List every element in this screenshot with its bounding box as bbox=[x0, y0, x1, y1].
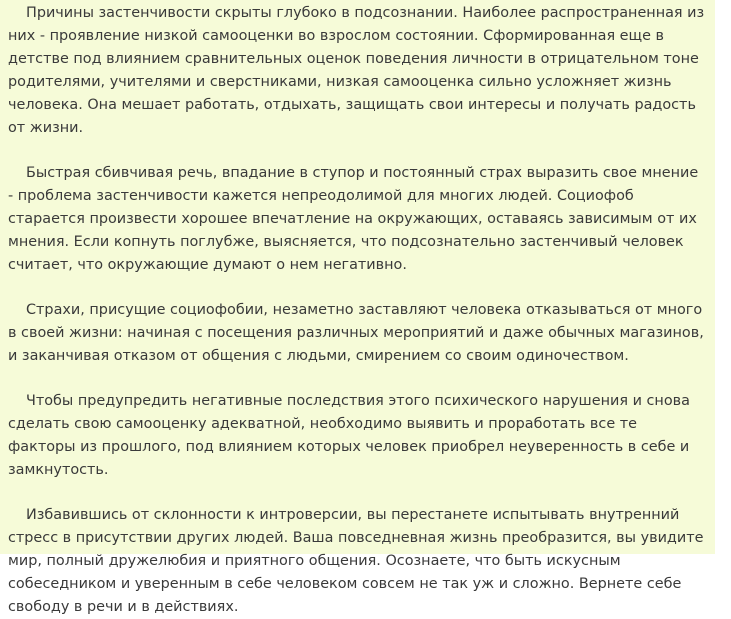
paragraph-2: Быстрая сбивчивая речь, впадание в ступор и постоянный страх выразить свое мнение - проблема застенчивости кажется непреодолимой для многих людей. Социофоб старается произвести хорошее впечатление на окружающих, оставаясь зависимым от их мнения. Если копнуть поглубже, выясняется, что подсознательно застенчивый человек считает, что окружающие думают о нем негативно. bbox=[8, 165, 699, 273]
paragraph-3: Страхи, присущие социофобии, незаметно заставляют человека отказываться от много в своей жизни: начиная с посещения различных мероприятий и даже обычных магазинов, и заканчивая отказом от общения с людьми, смирением со своим одиночеством. bbox=[8, 302, 704, 364]
paragraph-1: Причины застенчивости скрыты глубоко в подсознании. Наиболее распространенная из них - проявление низкой самооценки во взрослом состоянии. Сформированная еще в детстве под влиянием сравнительных оценок поведения личности в отрицательном тоне родителями, учителями и сверстниками, низкая самооценка сильно усложняет жизнь человека. Она мешает работать, отдыхать, защищать свои интересы и получать радость от жизни. bbox=[8, 5, 705, 136]
paragraph-4: Чтобы предупредить негативные последствия этого психического нарушения и снова сделать свою самооценку адекватной, необходимо выявить и проработать все те факторы из прошлого, под влиянием которых человек приобрел неуверенность в себе и замкнутость. bbox=[8, 393, 690, 478]
paragraph-5: Избавившись от склонности к интроверсии, вы перестанете испытывать внутренний стресс в присутствии других людей. Ваша повседневная жизнь преобразится, вы увидите мир, полный дружелюбия и приятного общения. Осознаете, что быть искусным собеседником и уверенным в себе человеком совсем не так уж и сложно. Вернете себе свободу в речи и в действиях. bbox=[8, 507, 704, 615]
page-margin bbox=[715, 0, 731, 554]
